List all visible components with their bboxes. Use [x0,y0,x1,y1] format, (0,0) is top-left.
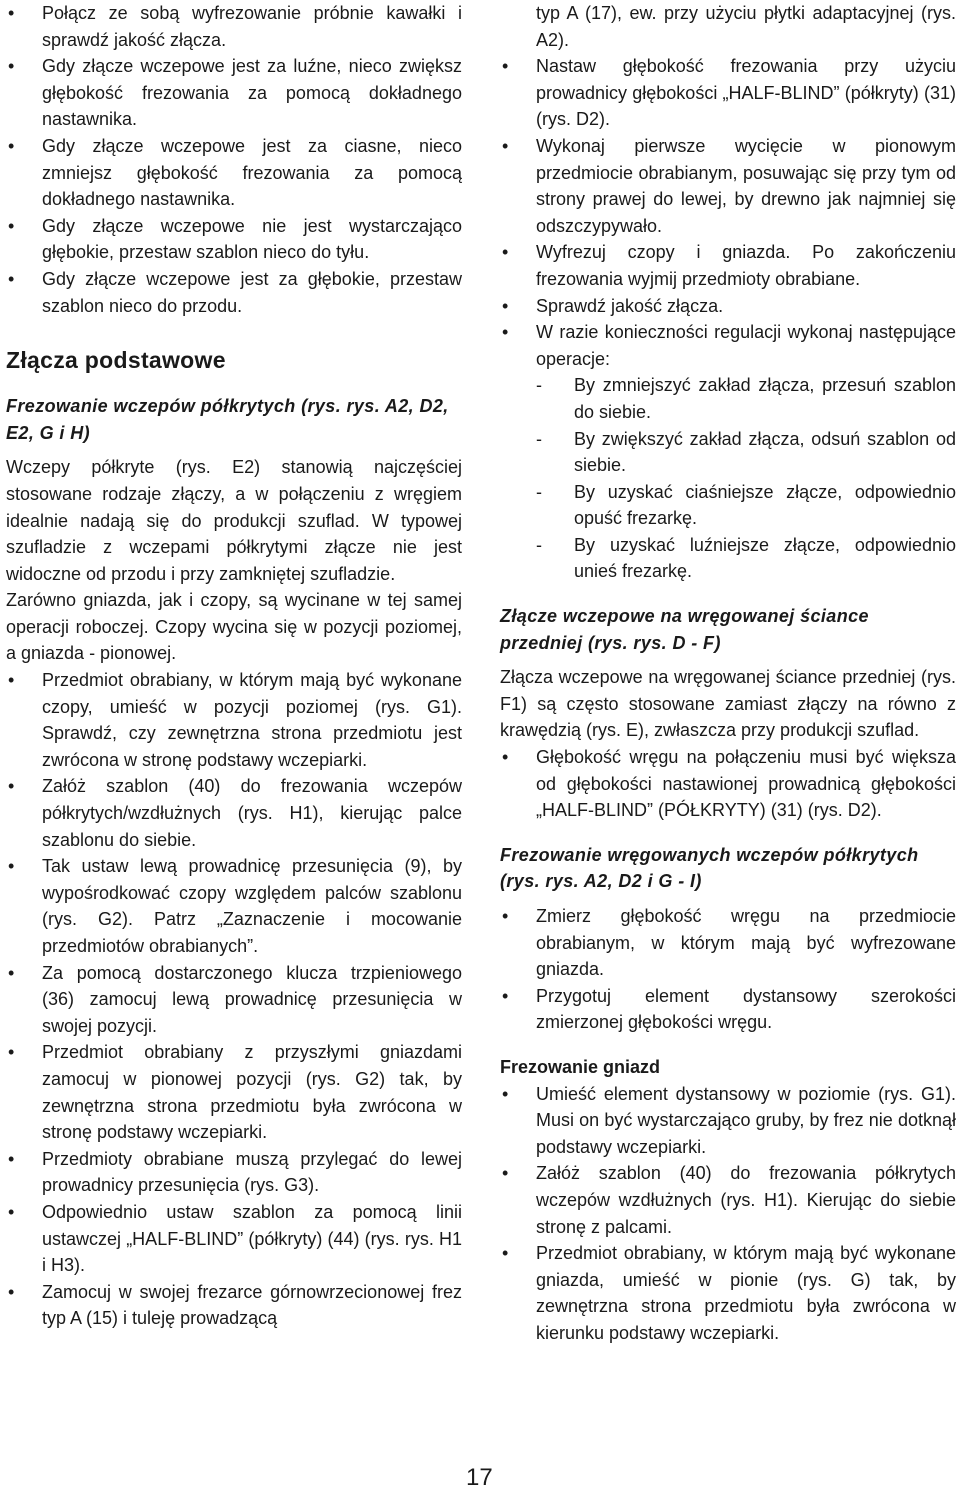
list-item: • Odpowiednio ustaw szablon za pomocą linii ustawczej „HALF-BLIND” (półkryty) (44) (rys. rys. H1 i H3). [6,1199,462,1279]
list-item: • Za pomocą dostarczonego klucza trzpieniowego (36) zamocuj lewą prowadnicę przesunięcia w swojej pozycji. [6,960,462,1040]
bullet-list-measure [500,903,956,1036]
subheading-rebated-half-blind: Frezowanie wręgowanych wczepów półkrytych (rys. rys. A2, D2 i G - I) [500,844,919,892]
subheading-half-blind: Frezowanie wczepów półkrytych (rys. rys. A2, D2, E2, G i H) [6,396,449,443]
section-title: Złącza podstawowe [6,347,226,374]
paragraph: Złącza wczepowe na wręgowanej ściance przedniej (rys. F1) są często stosowane zamiast złączy na równo z krawędzią (rys. E), zwłaszcza przy produkcji szuflad. [500,667,956,741]
list-item: - By uzyskać luźniejsze złącze, odpowiednio unieś frezarkę. [536,532,956,585]
list-item: • Gdy złącze wczepowe nie jest wystarczająco głębokie, przestaw szablon nieco do tyłu. [6,213,462,266]
right-column [500,0,956,1347]
list-item: • Połącz ze sobą wyfrezowanie próbnie kawałki i sprawdź jakość złącza. [6,0,462,53]
list-item: • Przygotuj element dystansowy szerokości zmierzonej głębokości wręgu. [500,983,956,1036]
subheading-rebated-front: Złącze wczepowe na wręgowanej ściance przedniej (rys. rys. D - F) [500,606,869,653]
list-item: • Przedmiot obrabiany, w którym mają być wykonane gniazda, umieść w pionie (rys. G) tak, by zewnętrzna strona przedmiotu była zwrócona w kierunku podstawy wczepiarki. [500,1240,956,1346]
list-item: • Zamocuj w swojej frezarce górnowrzecionowej frez typ A (15) i tuleję prowadzącą [6,1279,462,1332]
bullet-list-rebate-depth [500,744,956,824]
subheading-sockets: Frezowanie gniazd [500,1056,661,1077]
list-item: - By zmniejszyć zakład złącza, przesuń szablon do siebie. [536,372,956,425]
list-item: - By uzyskać ciaśniejsze złącze, odpowiednio opuść frezarkę. [536,479,956,532]
list-item: • Głębokość wręgu na połączeniu musi być większa od głębokości nastawionej prowadnicą głębokości „HALF-BLIND” (PÓŁKRYTY) (31) (rys. D2). [500,744,956,824]
list-item: • Tak ustaw lewą prowadnicę przesunięcia (9), by wypośrodkować czopy względem palców szablonu (rys. G2). Patrz „Zaznaczenie i mocowanie przedmiotów obrabianych”. [6,853,462,959]
list-item: • Przedmiot obrabiany z przyszłymi gniazdami zamocuj w pionowej pozycji (rys. G2) tak, by zewnętrzna strona przedmiotu była zwrócona w stronę podstawy wczepiarki. [6,1039,462,1145]
bullet-list-procedure [6,667,462,1332]
bullet-list-sockets [500,1081,956,1347]
list-item: • Nastaw głębokość frezowania przy użyciu prowadnicy głębokości „HALF-BLIND” (półkryty) (31) (rys. D2). [500,53,956,133]
list-item: • Sprawdź jakość złącza. [500,293,956,320]
bullet-list-intro [6,0,462,319]
list-item: • Zmierz głębokość wręgu na przedmiocie obrabianym, w którym mają być wyfrezowane gniazda. [500,903,956,983]
list-item: • Gdy złącze wczepowe jest za luźne, nieco zwiększ głębokość frezowania za pomocą dokładnego nastawnika. [6,53,462,133]
bullet-list-settings [500,53,956,372]
list-item: • Gdy złącze wczepowe jest za ciasne, nieco zmniejsz głębokość frezowania za pomocą dokładnego nastawnika. [6,133,462,213]
page-number: 17 [466,1464,493,1491]
list-item: • W razie konieczności regulacji wykonaj następujące operacje: [500,319,956,372]
list-item: • Przedmioty obrabiane muszą przylegać do lewej prowadnicy przesunięcia (rys. G3). [6,1146,462,1199]
list-item: • Wyfrezuj czopy i gniazda. Po zakończeniu frezowania wyjmij przedmioty obrabiane. [500,239,956,292]
dash-list-adjustments [500,372,956,585]
continuation-text: typ A (17), ew. przy użyciu płytki adaptacyjnej (rys. A2). [536,3,956,50]
left-column [6,0,462,1332]
list-item: • Wykonaj pierwsze wycięcie w pionowym przedmiocie obrabianym, posuwając się przy tym od strony prawej do lewej, by drewno jak najmniej się odszczypywało. [500,133,956,239]
list-item: • Przedmiot obrabiany, w którym mają być wykonane czopy, umieść w pozycji poziomej (rys. G1). Sprawdź, czy zewnętrzna strona przedmiotu jest zwrócona w stronę podstawy wczepiarki. [6,667,462,773]
paragraph: Wczepy półkryte (rys. E2) stanowią najczęściej stosowane rodzaje złączy, a w połączeniu z wręgiem idealnie nadają się do produkcji szuflad. W typowej szufladzie z wczepami półkrytymi złącze nie jest widoczne od przodu i przy zamkniętej szufladzie. [6,457,462,584]
list-item: • Gdy złącze wczepowe jest za głębokie, przestaw szablon nieco do przodu. [6,266,462,319]
list-item: - By zwiększyć zakład złącza, odsuń szablon od siebie. [536,426,956,479]
paragraph: Zarówno gniazda, jak i czopy, są wycinane w tej samej operacji roboczej. Czopy wycina się w pozycji poziomej, a gniazda - pionowej. [6,590,462,664]
list-item: • Załóż szablon (40) do frezowania półkrytych wczepów wzdłużnych (rys. H1). Kierując do siebie stronę z palcami. [500,1160,956,1240]
list-item: • Umieść element dystansowy w poziomie (rys. G1). Musi on być wystarczająco gruby, by frez nie dotknął podstawy wczepiarki. [500,1081,956,1161]
list-item: • Załóż szablon (40) do frezowania wczepów półkrytych/wzdłużnych (rys. H1), kierując palce szablonu do siebie. [6,773,462,853]
